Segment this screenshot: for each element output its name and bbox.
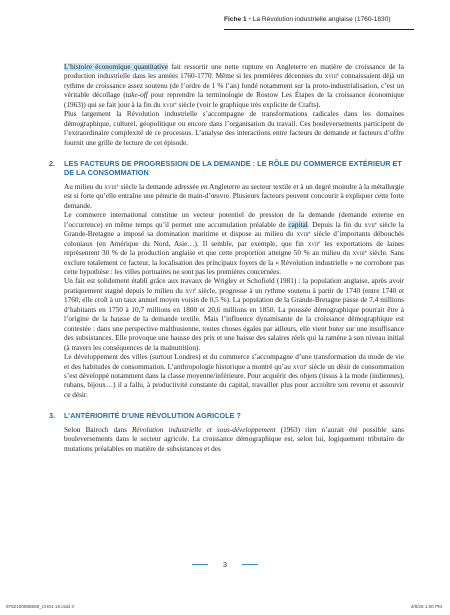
footer-dash-right bbox=[242, 564, 258, 565]
italic-term: take-off bbox=[125, 91, 148, 100]
paragraph bbox=[64, 277, 404, 353]
text-run: Un fait est solidement établi grâce aux travaux de Wrigley et Schofield (1981) : la population anglaise, après avoir pratiquement stagné depuis le milieu du bbox=[64, 277, 404, 295]
text-run: pour reprendre la terminologie de Rostow Les Étapes de la croissance économique (1963)) qui se fait jour à la fin du bbox=[64, 91, 404, 109]
superscript: e bbox=[318, 239, 321, 245]
text-run: Le commerce international constitue un vecteur potentiel de pression de la demande (demande externe en l’occurrence) en même temps qu’il permet une accumulation préalable de bbox=[64, 211, 404, 229]
section-number: 2. bbox=[49, 159, 56, 169]
section-title: LES FACTEURS DE PROGRESSION DE LA DEMANDE : LE RÔLE DU COMMERCE EXTÉRIEUR ET DE LA CONSOMMATION bbox=[64, 159, 402, 178]
century-numeral: xviii bbox=[324, 73, 337, 81]
section-heading-3 bbox=[49, 411, 404, 420]
century-numeral: xvii bbox=[307, 240, 319, 248]
text-run: fait ressortir une nette rupture en Angleterre en matière de croissance de la production industrielle dans les années 1760-1770. Même si les premières décennies du bbox=[64, 63, 404, 81]
text-run: les exportations de laines représentent 30 % de la production anglaise et que cette proportion atteigne 50 % au milieu du bbox=[64, 239, 404, 258]
paragraph bbox=[64, 211, 404, 277]
page-number: 3 bbox=[223, 560, 227, 569]
superscript: e bbox=[308, 229, 311, 235]
superscript: e bbox=[336, 72, 339, 78]
text-run: connaissaient déjà un rythme de croissance assez soutenu (de l’ordre de 1 % l’an) fondé notamment sur la proto-industrialisation, c’est un véritable décollage ( bbox=[64, 72, 404, 100]
century-numeral: xvi bbox=[185, 287, 195, 295]
paragraph bbox=[64, 426, 404, 454]
text-run: Selon Bairoch dans bbox=[64, 425, 132, 434]
main-text bbox=[49, 63, 404, 454]
intro-paragraph-2: Plus largement la Révolution industrielle s’accompagne de transformations radicales dans les domaines démographique, culturel, géopolitique ou encore dans l’organisation du travail. Ces bouleversements participent de l’extraordinaire complexité de ce processus. L’analyse des interactions entre facteurs de demande et facteurs d’offre fournit une grille de lecture de cet épisode. bbox=[64, 110, 404, 147]
paragraph bbox=[64, 183, 404, 211]
intro-paragraph bbox=[64, 63, 404, 110]
text-run: siècle un désir de consommation s’est développé notamment dans la classe moyenne/inférieure. Pour acquérir des objets (tissus à la mode (indiennes), rubans, bijoux…) il a fallu, à productivité constante du capital, travailler plus pour accroître son revenu et assouvir ce désir. bbox=[64, 362, 404, 399]
highlighted-text[interactable]: L’histoire économique quantitative bbox=[64, 63, 169, 71]
superscript: e bbox=[374, 220, 377, 226]
superscript: e bbox=[194, 286, 197, 292]
section-title: L’ANTÉRIORITÉ D’UNE RÉVOLUTION AGRICOLE ? bbox=[64, 411, 241, 421]
header-title: La Révolution industrielle anglaise (1760-1830) bbox=[252, 16, 391, 23]
text-run: siècle la Grande-Bretagne a imposé sa domination maritime et dispose au milieu du bbox=[64, 220, 404, 239]
section-heading-2 bbox=[49, 159, 404, 178]
print-slug-file: 9782100886559_CH01-10.indd 3 bbox=[6, 604, 74, 609]
superscript: e bbox=[305, 362, 308, 368]
text-run: siècle la demande adressée en Angleterre au secteur textile et à un degré moindre à la métallurgie est si forte qu’elle entraîne une pénurie de main-d’œuvre. Plusieurs facteurs peuvent concourir à expliquer cette forte demande. bbox=[64, 182, 404, 210]
century-numeral: xviii bbox=[162, 101, 175, 109]
century-numeral: xviii bbox=[352, 250, 365, 258]
superscript: e bbox=[116, 182, 119, 188]
text-run: siècle. Sans exclure totalement ce facteur, la localisation des principaux foyers de la « Révolution industrielle » ne corrobore pas cette hypothèse : les villes portuaires ne sont pas les premières concernées. bbox=[64, 249, 404, 276]
text-run: siècle, progresse à un rythme soutenu à partir de 1740 (entre 1740 et 1760, elle croît à un taux annuel moyen voisin de 0,5 %). La population de la Grande-Bretagne passe de 7,4 millions d’habitants en 1750 à 10,7 millions en 1800 et 20,6 millions en 1850. La poussée démographique pourrait être à l’origine de la hausse de la demande textile. Mais l’influence dynamisante de la croissance démographique est contestée : dans une perspective malthusienne, toutes choses égales par ailleurs, elle vient buter sur une insuffisance des subsistances. Elle provoque une hausse des prix et une baisse des salaires réels qui la ramène à son niveau initial (à travers les conséquences de la malnutrition). bbox=[64, 286, 404, 352]
text-run: Le développement des villes (surtout Londres) et du commerce s’accompagne d’une transformation du mode de vie et des habitudes de consommation. L’anthropologie historique a montré qu’au bbox=[64, 353, 404, 371]
text-run: . Depuis la fin du bbox=[307, 220, 365, 229]
century-numeral: xvii bbox=[364, 221, 375, 229]
century-numeral: xviii bbox=[296, 231, 309, 239]
superscript: e bbox=[364, 248, 367, 254]
section-number: 3. bbox=[49, 411, 56, 421]
paragraph bbox=[64, 353, 404, 400]
superscript: e bbox=[174, 100, 177, 106]
century-numeral: xviii bbox=[292, 363, 306, 371]
running-header bbox=[224, 16, 414, 23]
header-separator: • bbox=[248, 16, 251, 23]
header-rule bbox=[224, 29, 414, 30]
italic-title: Révolution industrielle et sous-développement bbox=[132, 425, 276, 434]
text-run: Au milieu du bbox=[64, 182, 105, 191]
text-run: siècle (voir le graphique très explicite de Crafts). bbox=[176, 100, 321, 109]
highlighted-text[interactable]: capital bbox=[288, 220, 308, 229]
fiche-label: Fiche 1 bbox=[224, 16, 247, 23]
century-numeral: xviii bbox=[104, 183, 117, 191]
text-run: (1963) rien n’aurait été possible sans bouleversements dans le secteur agricole. La croissance démographique est, selon lui, logiquement tributaire de mutations préalables en matière de subsistances et des bbox=[64, 425, 404, 453]
print-slug-date: 4/8/25 1:00 PM bbox=[410, 604, 442, 609]
text-run: siècle d’importants débouchés coloniaux (en Amérique du Nord, Asie…). Il semble, par exemple, que fin bbox=[64, 230, 404, 248]
